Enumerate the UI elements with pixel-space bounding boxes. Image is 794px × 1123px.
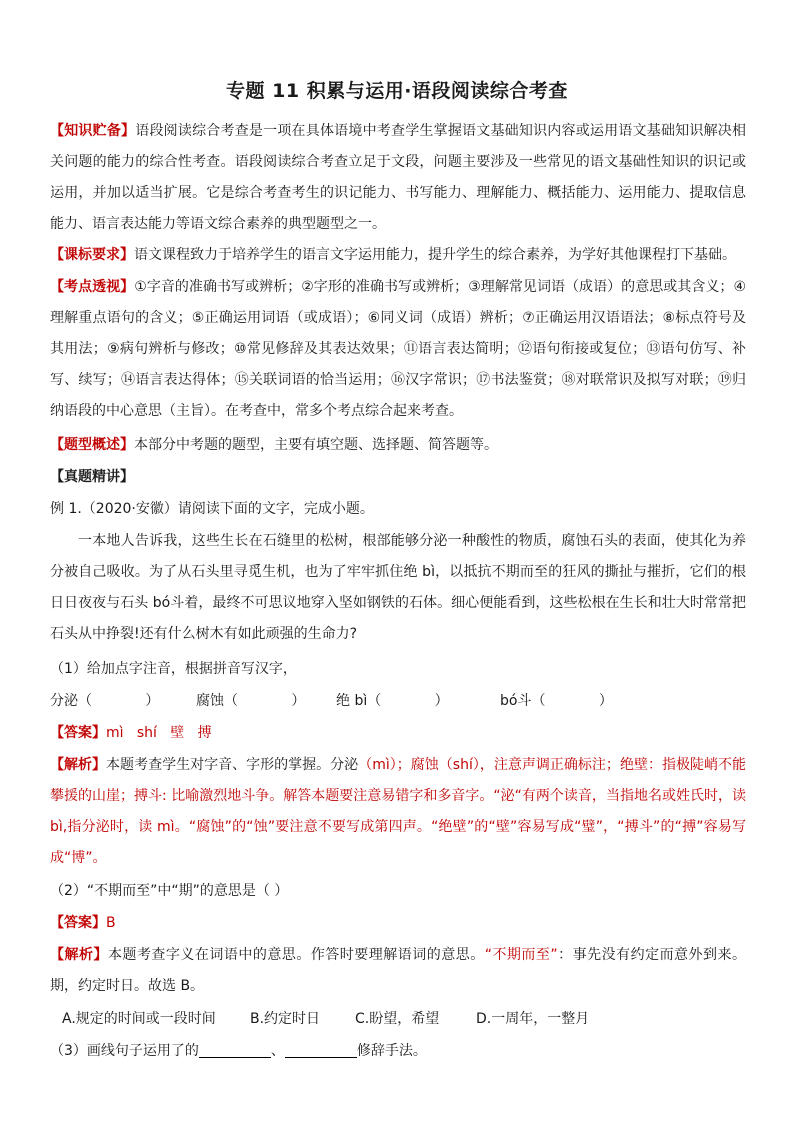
points-tag: 【考点透视】 <box>50 279 135 295</box>
q3-stem <box>50 1036 427 1067</box>
q1-fill-4: bó斗（ ） <box>500 693 613 709</box>
knowledge-tag: 【知识贮备】 <box>50 123 136 139</box>
real-exam-tag: 【真题精讲】 <box>50 469 134 485</box>
q1-answer-tag: 【答案】 <box>50 725 106 741</box>
q2-analysis-tag: 【解析】 <box>50 947 108 963</box>
q1-analysis-red-text: （mì）；腐蚀（shí），注意声调正确标注；绝壁：指极陡峭不能攀援的山崖；搏斗: 比喻激烈地斗争。解答本题要注意易错字和多音字。“泌“有两个读音，当指地名或姓氏时，读 bì,指分泌时，读 mì。“腐蚀”的“蚀”要注意不要写成第四声。“绝壁”的“壁”容易写成“璧”，“搏斗”的“搏”容易写成“博”。 <box>50 757 747 866</box>
q3-blank-2[interactable] <box>285 1041 357 1058</box>
types-paragraph <box>50 430 746 461</box>
q1-analysis <box>50 750 746 874</box>
standard-paragraph <box>50 240 746 271</box>
knowledge-paragraph <box>50 116 746 240</box>
points-paragraph <box>50 272 746 427</box>
q3-stem-b: 、 <box>270 1043 285 1059</box>
q1-fill-2: 腐蚀（ ） <box>196 693 306 709</box>
q1-fill-1: 分泌（ ） <box>50 693 160 709</box>
q1-answer <box>50 718 212 749</box>
types-tag: 【题型概述】 <box>50 437 134 453</box>
q2-answer <box>50 908 116 939</box>
q1-fill-3: 绝 bì（ ） <box>336 693 449 709</box>
q2-analysis-text-1: 本题考查字义在词语中的意思。作答时要理解语词的意思。 <box>107 947 485 963</box>
q1-analysis-tag: 【解析】 <box>50 757 107 773</box>
page-title: 专题 11 积累与运用·语段阅读综合考查 <box>226 80 568 102</box>
standard-tag: 【课标要求】 <box>50 247 134 263</box>
q2-option-c: C.盼望，希望 <box>355 1011 440 1027</box>
standard-text: 语文课程致力于培养学生的语言文字运用能力，提升学生的综合素养，为学好其他课程打下基础。 <box>134 247 736 263</box>
q2-answer-tag: 【答案】 <box>50 915 106 931</box>
q2-analysis <box>50 940 746 1002</box>
q1-stem: （1）给加点字注音，根据拼音写汉字， <box>50 661 297 677</box>
q3-blank-1[interactable] <box>199 1041 271 1058</box>
q3-stem-a: （3）画线句子运用了的 <box>50 1043 199 1059</box>
q2-stem: （2）“不期而至”中“期”的意思是（ ） <box>50 883 289 899</box>
q2-option-a: A.规定的时间或一段时间 <box>62 1011 216 1027</box>
example-head: 例 1.（2020·安徽）请阅读下面的文字，完成小题。 <box>50 501 374 517</box>
q2-option-d: D.一周年，一整月 <box>476 1011 590 1027</box>
points-text: ①字音的准确书写或辨析；②字形的准确书写或辨析；③理解常见词语（成语）的意思或其含义；④理解重点语句的含义；⑤正确运用词语（或成语）；⑥同义词（成语）辨析；⑦正确运用汉语语法；⑧标点符号及其用法；⑨病句辨析与修改；⑩常见修辞及其表达效果；⑪语言表达简明；⑫语句衔接或复位；⑬语句仿写、补写、续写；⑭语言表达得体；⑮关联词语的恰当运用；⑯汉字常识；⑰书法鉴赏；⑱对联常识及拟写对联；⑲归纳语段的中心意思（主旨）。在考查中，常多个考点综合起来考查。 <box>50 279 747 419</box>
q2-analysis-red-text: “不期而至” <box>484 947 558 963</box>
q3-stem-c: 修辞手法。 <box>356 1043 427 1059</box>
q1-analysis-text: 本题考查学生对字音、字形的掌握。分泌 <box>106 757 359 773</box>
q1-answer-text: mì shí 壁 搏 <box>106 725 212 741</box>
q2-answer-text: B <box>106 915 116 931</box>
types-text: 本部分中考题的题型，主要有填空题、选择题、简答题等。 <box>134 437 498 453</box>
q2-option-b: B.约定时日 <box>250 1011 321 1027</box>
q2-analysis-text-2: ：事先没有约定而意外到来。期，约定时日。故选 B。 <box>50 947 747 994</box>
knowledge-text: 语段阅读综合考查是一项在具体语境中考查学生掌握语文基础知识内容或运用语文基础知识解决相关问题的能力的综合性考查。语段阅读综合考查立足于文段，问题主要涉及一些常见的语文基础性知识的识记或运用，并加以适当扩展。它是综合考查考生的识记能力、书写能力、理解能力、概括能力、运用能力、提取信息能力、语言表达能力等语文综合素养的典型题型之一。 <box>50 123 746 232</box>
real-exam-heading <box>50 462 134 493</box>
example-passage: 一本地人告诉我，这些生长在石缝里的松树，根部能够分泌一种酸性的物质，腐蚀石头的表面，使其化为养分被自己吸收。为了从石头里寻觅生机，也为了牢牢抓住绝 bì，以抵抗不期而至的狂风的撕扯与摧折，它们的根日日夜夜与石头 bó斗着，最终不可思议地穿入坚如钢铁的石体。细心便能看到，这些松根在生长和壮大时常常把石头从中挣裂!还有什么树木有如此顽强的生命力? <box>50 533 746 642</box>
